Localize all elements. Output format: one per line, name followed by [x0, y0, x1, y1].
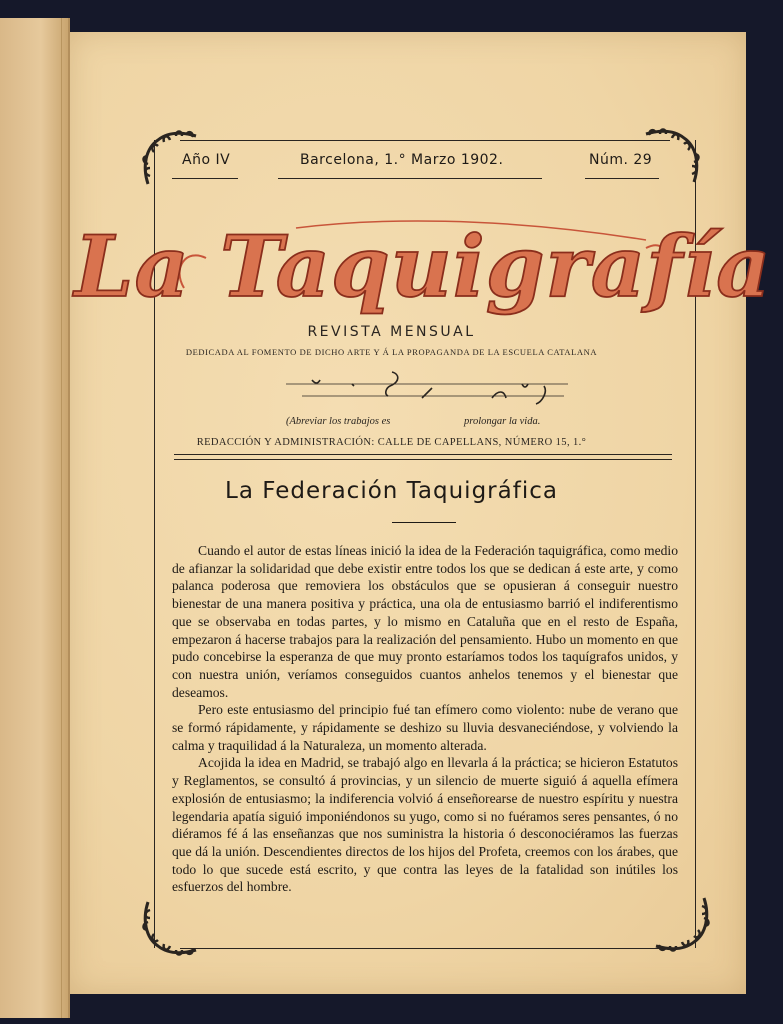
header-underline [278, 178, 542, 179]
article-paragraph: Acojida la idea en Madrid, se trabajó algo en llevarla á la práctica; se hicieron Estatutos y Reglamentos, se consultó á provincias, y un silencio de muerte siguió á aquella efímera explosión de entusiasmo; la indiferencia volvió á enseñorearse de nuestro espíritu y nuestra legendaria apatía siguió imponiéndonos su yugo, como si no fuéramos seres pensantes, ó no diéramos fé á las enseñanzas que nos suministra la historia ó desconociéramos las fuerzas que dá la unión. Descendientes directos de los hijos del Profeta, creemos con los árabes, que todo lo que sucede está escrito, y que contra las leyes de la fatalidad son inútiles los esfuerzos del hombre. [172, 755, 678, 895]
left-page-edge [0, 18, 70, 1018]
motto-left: (Abreviar los trabajos es [286, 416, 391, 427]
shorthand-script-icon [282, 368, 572, 412]
masthead-title [74, 188, 772, 333]
article-body [172, 542, 678, 896]
masthead-title-text: La Taquigrafía [74, 217, 772, 316]
ornament-corner-bottom-left-icon [140, 900, 200, 960]
article-title-rule [392, 522, 456, 523]
header-underline [585, 178, 659, 179]
issue-year: Año IV [182, 152, 231, 168]
article-paragraph: Cuando el autor de estas líneas inició la idea de la Federación taquigráfica, como medio de afianzar la solidaridad que debe existir entre todos los que se dedican á este arte, y como palanca poderosa que removiera los obstáculos que se opusieran á conseguir nuestro bienestar de una manera positiva y práctica, una ola de entusiasmo barrió el indiferentismo que se observaba en todas partes, y lo mismo en Cataluña que en el resto de España, empezaron á hacerse trabajos para la realización del pensamiento. Hubo un momento en que pudo concebirse la esperanza de que muy pronto estaríamos todos los taquígrafos unidos, y con nuestra unión, veríamos conseguidos cuantos anhelos tenemos y el bienestar que deseamos. [172, 543, 678, 700]
article-title: La Federación Taquigráfica [225, 478, 558, 504]
issue-number: Núm. 29 [589, 152, 653, 168]
masthead-rule [174, 459, 672, 460]
frame-bottom-rule [180, 948, 670, 949]
article-paragraph: Pero este entusiasmo del principio fué tan efímero como violento: nube de verano que se formó rápidamente, y rápidamente se deshizo su lluvia desvaneciéndose, y volviendo la calma y traquilidad á la Naturaleza, un momento alterada. [172, 702, 678, 753]
motto-right: prolongar la vida. [464, 416, 541, 427]
masthead-dedication: DEDICADA AL FOMENTO DE DICHO ARTE Y Á LA PROPAGANDA DE LA ESCUELA CATALANA [185, 347, 598, 357]
ornament-corner-bottom-right-icon [652, 896, 712, 956]
issue-date: Barcelona, 1.° Marzo 1902. [300, 152, 504, 168]
masthead-rule [174, 454, 672, 455]
masthead-subtitle: REVISTA MENSUAL [307, 324, 476, 340]
header-underline [172, 178, 238, 179]
editorial-address: REDACCIÓN Y ADMINISTRACIÓN: CALLE DE CAPELLANS, NÚMERO 15, 1.° [196, 437, 587, 448]
frame-top-rule [180, 140, 670, 141]
